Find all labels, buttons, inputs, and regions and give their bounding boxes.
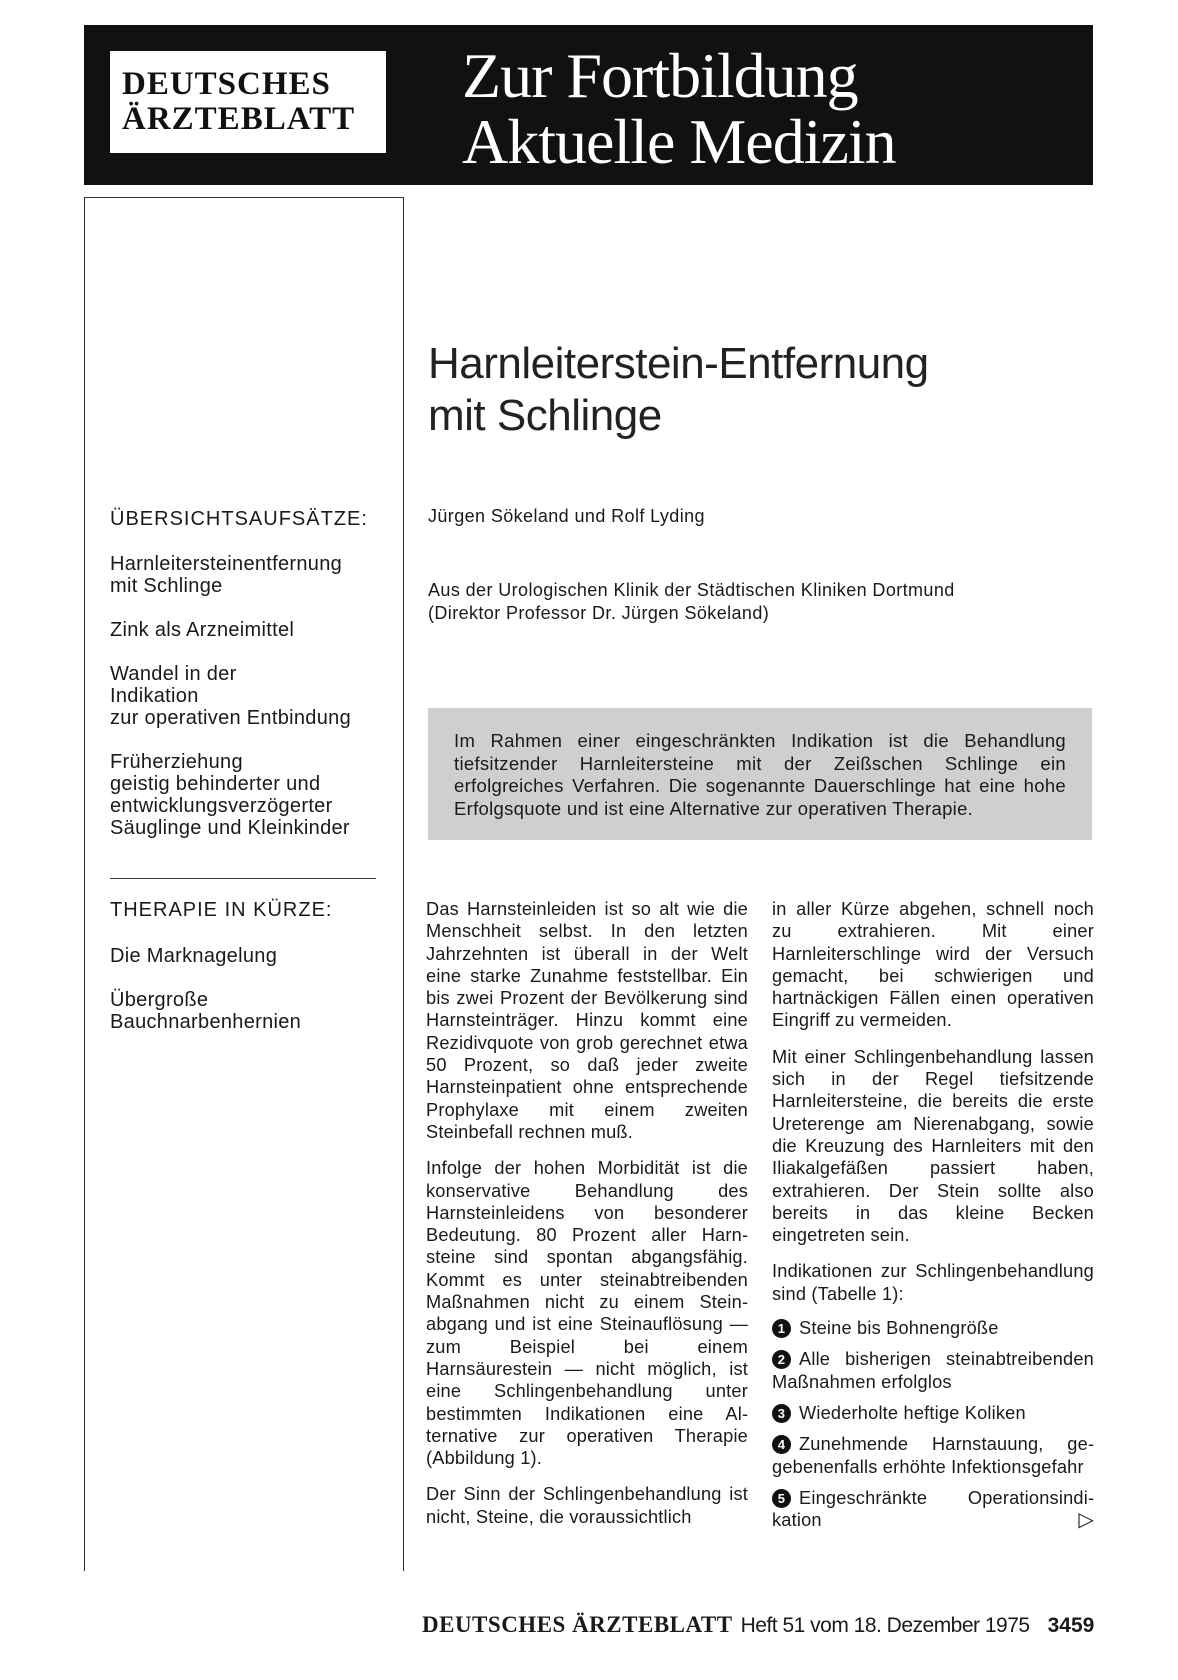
sidebar-heading-overview: ÜBERSICHTSAUFSÄTZE: xyxy=(110,508,368,530)
sidebar-item xyxy=(110,989,410,1033)
abstract-text: Im Rahmen einer eingeschränkten Indikation ist die Behandlung tiefsitzender Harnleitersteine mit der Zeißschen Schlinge ein erfolgreiches Verfahren. Die sogenannte Dauerschlinge hat eine hohe Erfolgsquote und ist eine Alternative zur operativen Therapie. xyxy=(454,730,1066,819)
paragraph: Das Harnsteinleiden ist so alt wie die Menschheit selbst. In den letzten Jahrzehnten ist überall in der Welt eine starke Zunahme feststellbar. Ein bis zwei Prozent der Bevölkerung sind Harnsteinträger. Hinzu kommt eine Rezidivquote von grob gerechnet etwa 50 Prozent, so daß jeder zweite Harnsteinpatient ohne entsprechende Prophylaxe mit einem zweiten Steinbefall rechnen muß. xyxy=(426,899,748,1142)
affiliation-line-2: (Direktor Professor Dr. Jürgen Sökeland) xyxy=(428,603,770,623)
logo-line-1: DEUTSCHES xyxy=(122,66,331,102)
affiliation-line-1: Aus der Urologischen Klinik der Städtischen Kliniken Dortmund xyxy=(428,580,955,600)
body-column-left xyxy=(426,898,748,1542)
article-title xyxy=(428,338,929,442)
sidebar-item xyxy=(110,751,410,839)
indication-list xyxy=(772,1317,1094,1531)
section-title xyxy=(462,40,896,177)
article-affiliation xyxy=(428,579,955,625)
sidebar-item-line: zur operativen Entbindung xyxy=(110,707,351,729)
list-item xyxy=(772,1348,1094,1393)
number-badge-icon: 4 xyxy=(772,1435,791,1454)
journal-logo xyxy=(110,51,386,153)
footer-brand: DEUTSCHES ÄRZTEBLATT xyxy=(422,1612,733,1637)
list-item-text: Wiederholte heftige Koliken xyxy=(799,1402,1026,1423)
sidebar-item-line: Die Marknagelung xyxy=(110,945,278,967)
number-badge-icon: 1 xyxy=(772,1319,791,1338)
sidebar-heading-therapy: THERAPIE IN KÜRZE: xyxy=(110,899,333,921)
continue-arrow-icon: ▷ xyxy=(1078,1509,1094,1532)
sidebar-item-line: Übergroße xyxy=(110,989,209,1011)
number-badge-icon: 3 xyxy=(772,1404,791,1423)
list-item xyxy=(772,1433,1094,1478)
section-title-line-2: Aktuelle Medizin xyxy=(462,106,896,177)
sidebar-item-line: Früherziehung xyxy=(110,751,243,773)
sidebar-item-line: entwicklungsverzögerter xyxy=(110,795,333,817)
section-title-line-1: Zur Fortbildung xyxy=(462,40,858,111)
abstract-box xyxy=(428,708,1092,840)
list-item-text: Alle bisherigen steinabtreibenden Maßnahmen erfolglos xyxy=(772,1349,1094,1392)
sidebar-item-line: geistig behinderter und xyxy=(110,773,321,795)
list-item xyxy=(772,1487,1094,1532)
paragraph: Der Sinn der Schlingenbehandlung ist nicht, Steine, die voraussichtlich xyxy=(426,1484,748,1527)
sidebar-item-line: mit Schlinge xyxy=(110,575,223,597)
paragraph: in aller Kürze abgehen, schnell noch zu extrahieren. Mit einer Harnleiterschlinge wird der Versuch gemacht, bei schwierigen und hartnäckigen Fällen einen operativen Eingriff zu vermeiden. xyxy=(772,899,1094,1031)
sidebar-divider xyxy=(110,878,376,879)
sidebar-item xyxy=(110,945,410,967)
sidebar-item-line: Wandel in der xyxy=(110,663,237,685)
sidebar-item-line: Bauchnarbenhernien xyxy=(110,1011,302,1033)
sidebar-item-line: Zink als Arzneimittel xyxy=(110,619,295,641)
list-item-text: Zunehmende Harnstauung, gegebenenfalls erhöhte Infektionsgefahr xyxy=(772,1434,1094,1477)
article-authors: Jürgen Sökeland und Rolf Lyding xyxy=(428,506,705,526)
paragraph: Infolge der hohen Morbidität ist die konservative Behandlung des Harnsteinleidens von besonderer Bedeutung. 80 Prozent aller Harnsteine sind spontan abgangsfähig. Kommt es unter steinabtreibenden Maßnahmen nicht zu einem Steinabgang und ist eine Steinauflösung — zum Beispiel bei einem Harnsäurestein — nicht möglich, ist eine Schlingenbehandlung unter bestimmten Indikationen eine Alternative zur operativen Therapie (Abbildung 1). xyxy=(426,1158,748,1469)
sidebar-item xyxy=(110,663,410,729)
list-item xyxy=(772,1402,1094,1424)
footer-issue: Heft 51 vom 18. Dezember 1975 xyxy=(740,1614,1030,1637)
article-title-line-2: mit Schlinge xyxy=(428,391,662,440)
paragraph: Mit einer Schlingenbehandlung lassen sich in der Regel tiefsitzende Harnleitersteine, die bereits die erste Ureterenge am Nierenabgang, sowie die Kreuzung des Harnleiters mit den Iliakalgefäßen passiert haben, extrahieren. Der Stein sollte also bereits in das kleine Becken eingetreten sein. xyxy=(772,1046,1094,1246)
sidebar-item-line: Säuglinge und Kleinkinder xyxy=(110,817,350,839)
article-title-line-1: Harnleiterstein-Entfernung xyxy=(428,339,929,388)
list-item xyxy=(772,1317,1094,1339)
page-number: 3459 xyxy=(1047,1614,1095,1637)
paragraph: Indikationen zur Schlingenbehandlung sind (Tabelle 1): xyxy=(772,1261,1094,1304)
sidebar-item-line: Indikation xyxy=(110,685,199,707)
masthead-banner xyxy=(84,25,1093,185)
list-item-text: Steine bis Bohnengröße xyxy=(799,1318,999,1339)
body-column-right xyxy=(772,898,1094,1540)
page-footer xyxy=(422,1612,1094,1638)
list-item-text: Eingeschränkte Operationsindikation xyxy=(772,1487,1094,1531)
logo-line-2: ÄRZTEBLATT xyxy=(122,101,356,137)
number-badge-icon: 5 xyxy=(772,1489,791,1508)
number-badge-icon: 2 xyxy=(772,1350,791,1369)
sidebar-item-line: Harnleitersteinentfernung xyxy=(110,553,343,575)
sidebar-frame xyxy=(84,197,404,1571)
sidebar-item xyxy=(110,553,410,597)
sidebar-item xyxy=(110,619,410,641)
